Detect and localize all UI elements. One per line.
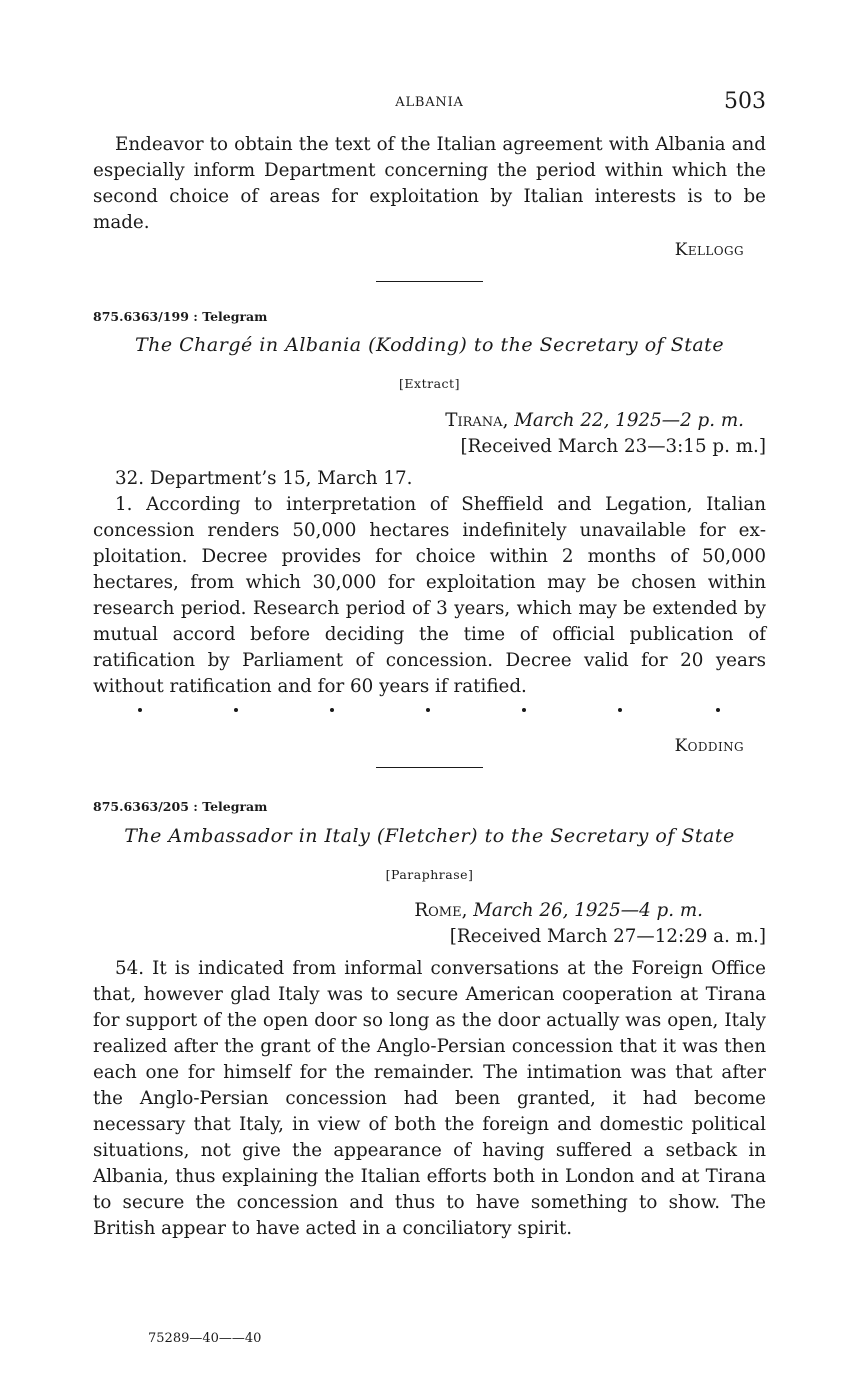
telegram-number-line: 32. Department’s 15, March 17. bbox=[115, 468, 413, 489]
document-page bbox=[93, 0, 766, 1380]
page-number: 503 bbox=[724, 89, 766, 114]
running-title: ALBANIA bbox=[395, 95, 464, 110]
document-heading: The Chargé in Albania (Kodding) to the Secretary of State bbox=[134, 334, 725, 356]
signature-kodding: Kodding bbox=[674, 736, 744, 756]
omission-dot bbox=[330, 708, 334, 712]
omission-dot bbox=[618, 708, 622, 712]
file-reference: 875.6363/205 : Telegram bbox=[93, 799, 268, 814]
dateline-date: March 22, 1925—2 p. m. bbox=[514, 410, 744, 431]
section-divider bbox=[376, 281, 483, 282]
omission-dots bbox=[93, 708, 766, 718]
dateline bbox=[414, 900, 703, 921]
signature-kellogg: Kellogg bbox=[674, 240, 744, 260]
file-reference: 875.6363/199 : Telegram bbox=[93, 309, 268, 324]
printing-code: 75289—40——40 bbox=[148, 1331, 262, 1346]
omission-dot bbox=[138, 708, 142, 712]
extract-note: [Extract] bbox=[399, 376, 460, 391]
dateline bbox=[445, 410, 744, 431]
omission-dot bbox=[426, 708, 430, 712]
omission-dot bbox=[522, 708, 526, 712]
running-head bbox=[93, 89, 766, 118]
dateline-date: March 26, 1925—4 p. m. bbox=[473, 900, 703, 921]
telegram-body-paragraph: 1. According to interpretation of Sheffield and Legation, Italian concession renders 50,000 hectares indefinitely unavailable for exploitation. Decree provides for choice within 2 months of 50,000 hectares, from which 30,000 for exploitation may be chosen within research period. Research period of 3 years, which may be extended by mutual accord before deciding the time of official publication of ratification by Parliament of concession. Decree valid for 20 years without ratification and for 60 years if ratified. bbox=[93, 494, 766, 697]
dateline-place: Rome, bbox=[414, 900, 468, 921]
omission-dot bbox=[234, 708, 238, 712]
omission-dot bbox=[716, 708, 720, 712]
received-line: [Received March 27—12:29 a. m.] bbox=[449, 926, 766, 947]
telegram-body-paragraph: 54. It is indicated from informal conversations at the Foreign Office that, however glad Italy was to secure American cooperation at Tirana for support of the open door so long as the door actually was open, Italy realized after the grant of the Anglo-Persian concession that it was then each one for himself for the remainder. The intimation was that after the Anglo-Persian concession had been granted, it had become necessary that Italy, in view of both the foreign and domestic political situations, not give the appearance of having suffered a setback in Albania, thus explaining the Italian efforts both in London and at Tirana to secure the concession and thus to have something to show. The British appear to have acted in a conciliatory spirit. bbox=[93, 958, 766, 1239]
intro-paragraph: Endeavor to obtain the text of the Italian agreement with Albania and especially inform Department concerning the period within which the second choice of areas for exploitation by Italian interests is to be made. bbox=[93, 134, 766, 233]
dateline-place: Tirana, bbox=[445, 410, 509, 431]
paraphrase-note: [Paraphrase] bbox=[385, 867, 474, 882]
section-divider bbox=[376, 767, 483, 768]
received-line: [Received March 23—3:15 p. m.] bbox=[460, 436, 766, 457]
document-heading: The Ambassador in Italy (Fletcher) to the Secretary of State bbox=[124, 825, 735, 847]
